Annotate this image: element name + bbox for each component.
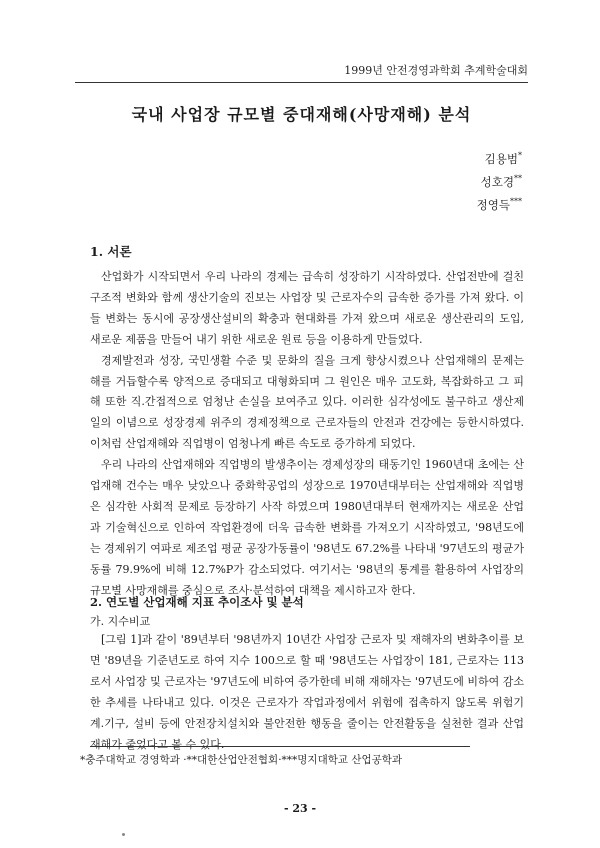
section-2-heading: 2. 연도별 산업재해 지표 추이조사 및 분석	[90, 595, 304, 609]
footnote-divider	[90, 746, 470, 747]
author-3	[477, 194, 522, 217]
conference-header: 1999년 안전경영과학회 추계학술대회	[344, 64, 528, 77]
author-1	[477, 148, 522, 171]
section-1-body	[90, 267, 524, 602]
author-name: 김용범	[484, 152, 518, 166]
author-mark: ***	[510, 197, 522, 207]
author-mark: *	[518, 151, 522, 161]
section-1-heading: 1. 서론	[90, 244, 132, 259]
paragraph: 우리 나라의 산업재해와 직업병의 발생추이는 경제성장의 태동기인 1960년대 초에는 산업재해 건수는 매우 낮았으나 중화학공업의 성장으로 1970년대부터는 산업재해와 직업병은 심각한 사회적 문제로 등장하기 사작 하였으며 1980년대부터 현재까지는 새로운 산업과 기술혁신으로 인하여 작업환경에 더욱 급속한 변화를 가져오기 시작하였고, '98년도에는 경제위기 여파로 제조업 평균 공장가동률이 '98년도 67.2%를 나타내 '97년도의 평균가동률 79.9%에 비해 12.7%P가 감소되었다. 여기서는 '98년의 통계를 활용하여 사업장의 규모별 사망재해를 중심으로 조사·분석하여 대책을 제시하고자 한다.	[90, 458, 524, 597]
paragraph: 산업화가 시작되면서 우리 나라의 경제는 급속히 성장하기 시작하였다. 산업전반에 걸친 구조적 변화와 함께 생산기술의 진보는 사업장 및 근로자수의 급속한 증가를 가져 왔다. 이들 변화는 동시에 공장생산설비의 확충과 현대화를 가져 왔으며 새로운 생산관리의 도입, 새로운 제품을 만들어 내기 위한 새로운 원료 등을 이용하게 만들었다.	[90, 270, 524, 346]
author-list	[477, 148, 522, 217]
paper-title: 국내 사업장 규모별 중대재해(사망재해) 분석	[131, 105, 472, 124]
author-name: 정영득	[476, 198, 510, 212]
author-name: 성호경	[480, 175, 514, 189]
author-2	[477, 171, 522, 194]
page-number: - 23 -	[283, 802, 317, 815]
subsection-heading: 가. 지수비교	[90, 615, 151, 628]
paragraph: 경제발전과 성장, 국민생활 수준 및 문화의 질을 크게 향상시켰으나 산업재해의 문제는 해를 거듭할수록 양적으로 증대되고 대형화되며 그 원인은 매우 고도화, 복잡화하고 그 피해 또한 직.간접적으로 엄청난 손실을 보여주고 있다. 이러한 심각성에도 불구하고 생산제일의 이념으로 성장경제 위주의 경제정책으로 근로자들의 안전과 건강에는 등한시하였다. 이처럼 산업재해와 직업병이 엄청나게 빠른 속도로 증가하게 되었다.	[90, 353, 524, 451]
paragraph: [그림 1]과 같이 '89년부터 '98년까지 10년간 사업장 근로자 및 재해자의 변화추이를 보면 '89년을 기준년도로 하여 지수 100으로 할 때 '98년도는 사업장이 181, 근로자는 113로서 사업장 및 근로자는 '97년도에 비하여 증가한데 비해 재해자는 '97년도에 비하여 감소한 추세를 나타내고 있다. 이것은 근로자가 작업과정에서 위험에 접촉하지 않도록 위험기계.기구, 설비 등에 안전장치설치와 불안전한 행동을 줄이는 안전활동을 실천한 결과 산업재해가 줄었다고 볼 수 있다.	[90, 633, 524, 751]
header-divider	[75, 82, 528, 83]
affiliation-footnote: *충주대학교 경영학과 ·**대한산업안전협회·***명지대학교 산업공학과	[80, 754, 403, 766]
section-2-body	[90, 630, 524, 755]
author-mark: **	[514, 174, 522, 184]
scan-speck	[122, 833, 125, 836]
